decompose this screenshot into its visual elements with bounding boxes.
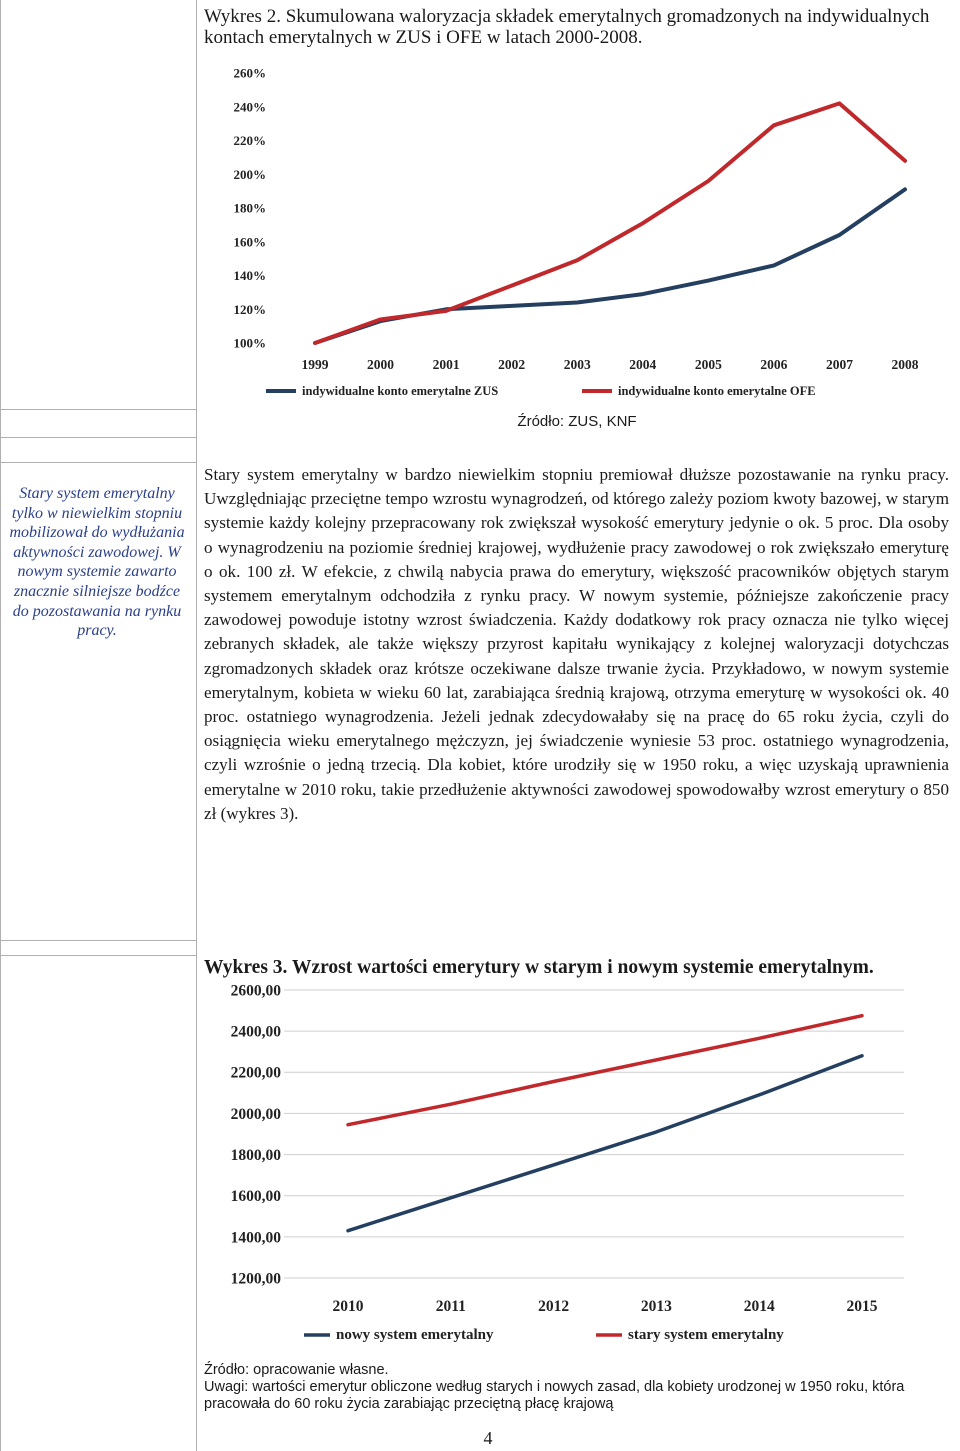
c2-xtick-label: 2004 [629, 357, 657, 372]
c3-xtick-label: 2013 [640, 1298, 672, 1315]
chart2-heading [204, 6, 956, 48]
chart3-xaxis [333, 1298, 878, 1315]
main-paragraph: Stary system emerytalny w bardzo niewielkim stopniu premiował dłuższe pozostawanie na rynku pracy. Uwzględniając przeciętne tempo wzrostu wynagrodzeń, od którego zależy poziom kwoty bazowej, w starym systemie każdy kolejny przepracowany rok zwiększał wysokość emerytury jedynie o ok. 5 proc. Dla osoby o wynagrodzeniu na poziomie średniej krajowej, wydłużenie pracy zawodowej o rok zwiększało emeryturę o ok. 100 zł. W efekcie, z chwilą nabycia prawa do emerytury, większość pracowników objętych starym systemem emerytalnym odchodziła z rynku pracy. W nowym systemie, późniejsze zakończenie pracy zawodowej powoduje istotny wzrost świadczenia. Każdy dodatkowy rok pracy oznacza nie tylko więcej zebranych składek, ale także większy przyrost kapitału wynikający z kolejnej waloryzacji dotychczas zgromadzonych składek oraz krótsze oczekiwane dalsze trwanie życia. Przykładowo, w nowym systemie emerytalnym, kobieta w wieku 60 lat, zarabiająca średnią krajową, otrzyma emeryturę w wysokości ok. 40 proc. ostatniego wynagrodzenia. Jeżeli jednak zdecydowałaby się na pracę do 65 roku życia, czyli do osiągnięcia wieku emerytalnego mężczyzn, jej świadczenie wyniesie 53 proc. ostatniego wynagrodzenia, czyli wzrośnie o jedną trzecią. Dla kobiet, które urodziły się w 1950 roku, a więc uzyskają uprawnienia emerytalne w 2010 roku, takie przedłużenie aktywności zawodowej spowodowałby wzrost emerytury o 850 zł (wykres 3). [204, 465, 949, 823]
c3-xtick-label: 2015 [846, 1298, 878, 1315]
chart2-xaxis [302, 357, 919, 372]
c3-xtick-label: 2014 [743, 1298, 775, 1315]
c2-ytick-label: 220% [233, 133, 266, 149]
c3-series-line-1 [348, 1056, 862, 1231]
chart2-heading-text: Skumulowana waloryzacja składek emerytalnych gromadzonych na indywidualnych kontach emerytalnych w ZUS i OFE w latach 2000-2008. [204, 6, 930, 48]
c2-legend-label-1: indywidualne konto emerytalne ZUS [302, 384, 499, 398]
c3-ytick-label: 1600,00 [230, 1188, 281, 1206]
table-border-left [0, 0, 1, 1451]
c2-xtick-label: 2006 [760, 357, 788, 372]
chart2-legend [266, 384, 816, 398]
page-number: 4 [483, 1428, 493, 1448]
c2-series-line-1 [315, 189, 905, 343]
c3-series-line-2 [348, 1016, 862, 1125]
c3-ytick-label: 1800,00 [230, 1146, 281, 1164]
c2-ytick-label: 120% [233, 301, 266, 317]
c3-ytick-label: 1200,00 [230, 1270, 281, 1288]
table-rule-4 [0, 940, 197, 941]
c2-xtick-label: 2008 [891, 357, 919, 372]
c3-ytick-label: 2200,00 [230, 1064, 281, 1082]
table-rule-5 [0, 955, 197, 956]
c3-xtick-label: 2012 [538, 1298, 570, 1315]
c3-ytick-label: 2400,00 [230, 1023, 281, 1041]
c2-ytick-label: 160% [233, 234, 266, 250]
chart3-legend [304, 1327, 784, 1343]
chart3-source-line1: Źródło: opracowanie własne. [204, 1362, 389, 1378]
table-rule-1 [0, 409, 197, 410]
c3-legend-label-2: stary system emerytalny [628, 1327, 784, 1343]
c2-legend-label-2: indywidualne konto emerytalne OFE [618, 384, 816, 398]
c3-xtick-label: 2010 [332, 1298, 364, 1315]
c2-xtick-label: 2005 [694, 357, 722, 372]
chart3-series [348, 1016, 862, 1231]
chart2-heading-label: Wykres 2. [204, 6, 281, 27]
chart3-heading: Wykres 3. Wzrost wartości emerytury w starym i nowym systemie emerytalnym. [204, 957, 874, 978]
c2-series-line-2 [315, 103, 905, 343]
table-rule-3 [0, 462, 197, 463]
chart3-source-note: Uwagi: wartości emerytur obliczone według starych i nowych zasad, dla kobiety urodzonej w 1950 roku, która pracowała do 60 roku życia zarabiając przeciętną płacę krajową [204, 1379, 905, 1412]
c2-ytick-label: 260% [233, 65, 266, 81]
c2-xtick-label: 2001 [432, 357, 460, 372]
sidebar-note: Stary system emerytalny tylko w niewielkim stopniu mobilizował do wydłużania aktywności zawodowej. W nowym systemie zawarto znacznie silniejsze bodźce do pozostawania na rynku pracy. [9, 485, 185, 640]
c2-xtick-label: 1999 [301, 357, 329, 372]
chart2-series [315, 103, 905, 343]
c2-ytick-label: 140% [233, 268, 266, 284]
c2-xtick-label: 2003 [563, 357, 591, 372]
c3-legend-label-1: nowy system emerytalny [336, 1327, 494, 1343]
chart2-source: Źródło: ZUS, KNF [517, 413, 637, 430]
c2-xtick-label: 2000 [367, 357, 395, 372]
chart2-yaxis [234, 66, 267, 351]
c3-ytick-label: 2000,00 [230, 1105, 281, 1123]
main-text [204, 463, 949, 826]
c3-ytick-label: 2600,00 [230, 982, 281, 1000]
chart3-source [204, 1362, 956, 1413]
chart3 [204, 978, 956, 1360]
c3-xtick-label: 2011 [435, 1298, 466, 1315]
c2-ytick-label: 240% [233, 99, 266, 115]
c2-xtick-label: 2007 [825, 357, 853, 372]
c2-ytick-label: 200% [233, 166, 266, 182]
c2-xtick-label: 2002 [498, 357, 526, 372]
c2-ytick-label: 100% [233, 335, 266, 351]
table-rule-2 [0, 437, 197, 438]
table-border-mid [196, 0, 197, 1451]
c2-ytick-label: 180% [233, 200, 266, 216]
c3-ytick-label: 1400,00 [230, 1229, 281, 1247]
chart2 [204, 60, 956, 405]
